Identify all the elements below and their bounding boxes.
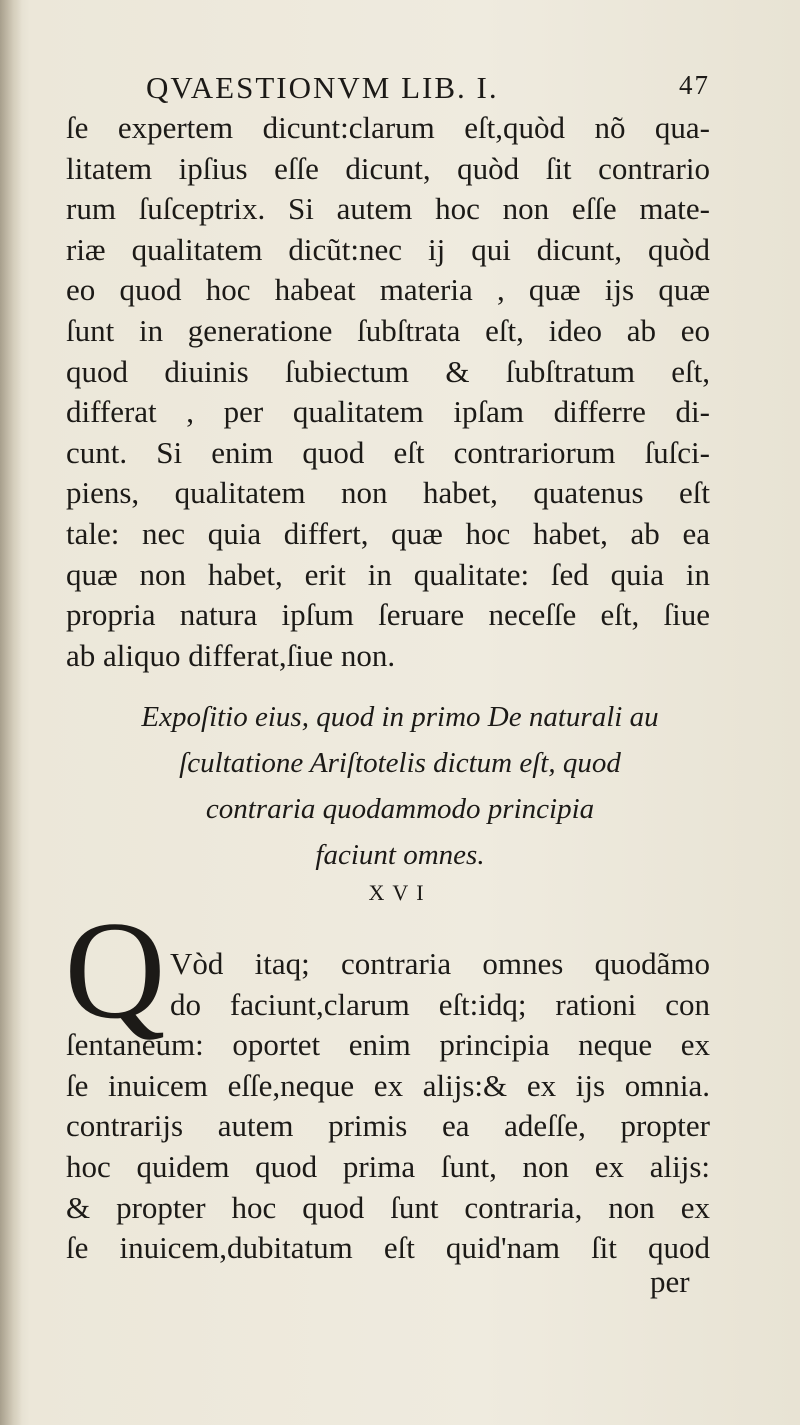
section-number: XVI	[368, 880, 432, 905]
text-line: contrarijs autem primis ea adeſſe, propter	[66, 1108, 710, 1144]
heading-line: contraria quodammodo principia	[205, 793, 595, 825]
text-line: hoc quidem quod prima ſunt, non ex alijs:	[66, 1148, 710, 1184]
text-line: quod diuinis ſubiectum & ſubſtratum eſt,	[66, 353, 710, 389]
heading-line: ſcultatione Ariſtotelis dictum eſt, quod	[179, 747, 621, 779]
text-line: ſe inuicem,dubitatum eſt quid'nam ſit quod	[66, 1230, 710, 1266]
heading-line: faciunt omnes.	[315, 839, 485, 871]
heading-line: Expoſitio eius, quod in primo De naturali au	[141, 701, 659, 733]
text-line: tale: nec quia differt, quæ hoc habet, ab ea	[66, 515, 710, 551]
text-line: propria natura ipſum ſeruare neceſſe eſt, ſiue	[66, 597, 710, 633]
text-line: riæ qualitatem dicũt:nec ij qui dicunt, quòd	[66, 231, 710, 267]
text-line: ſe expertem dicunt:clarum eſt,quòd nõ qua-	[66, 110, 710, 145]
gutter-shadow	[0, 0, 22, 1425]
text-line: rum ſuſceptrix. Si autem hoc non eſſe mate-	[66, 191, 710, 227]
text-line: & propter hoc quod ſunt contraria, non ex	[66, 1189, 710, 1225]
text-line: differat , per qualitatem ipſam differre di-	[66, 394, 710, 430]
text-line: cunt. Si enim quod eſt contrariorum ſuſci-	[66, 434, 710, 470]
text-line: do faciunt,clarum eſt:idq; rationi con	[170, 986, 710, 1022]
text-line: eo quod hoc habeat materia , quæ ijs quæ	[66, 272, 710, 308]
text-line: ſunt in generatione ſubſtrata eſt, ideo ab eo	[66, 312, 710, 348]
drop-cap: Q	[64, 893, 166, 1048]
paragraph-1	[66, 108, 710, 676]
text-line: quæ non habet, erit in qualitate: ſed quia in	[66, 556, 710, 592]
running-title: QVAESTIONVM LIB. I.	[146, 70, 499, 105]
text-line: piens, qualitatem non habet, quatenus eſt	[66, 475, 710, 511]
text-line: litatem ipſius eſſe dicunt, quòd ſit contrario	[66, 150, 710, 186]
paragraph-2	[66, 944, 710, 1269]
text-line: ab aliquo differat,ſiue non.	[66, 637, 396, 673]
text-line: ſe inuicem eſſe,neque ex alijs:& ex ijs omnia.	[66, 1067, 710, 1103]
catchword: per	[650, 1264, 690, 1299]
text-line: ſentaneum: oportet enim principia neque ex	[66, 1027, 710, 1063]
page-number: 47	[679, 70, 710, 100]
running-head	[146, 70, 710, 110]
section-heading	[60, 694, 740, 878]
text-line: Vòd itaq; contraria omnes quodãmo	[170, 946, 710, 981]
